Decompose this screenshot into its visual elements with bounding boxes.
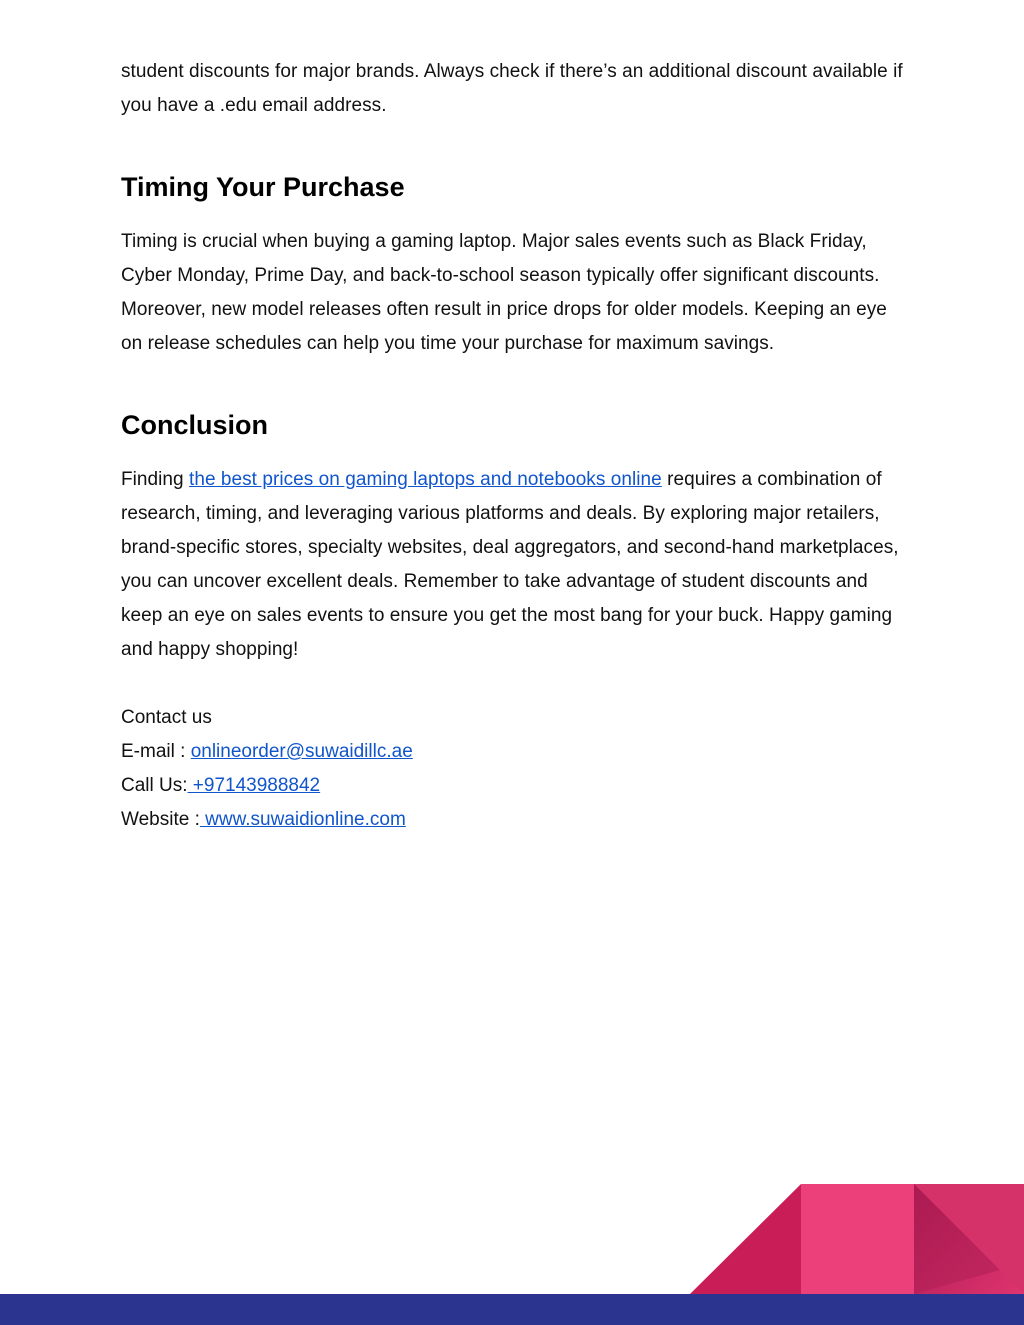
phone-line <box>121 769 911 803</box>
conclusion-paragraph <box>121 463 911 667</box>
timing-paragraph: Timing is crucial when buying a gaming laptop. Major sales events such as Black Friday, Cyber Monday, Prime Day, and back-to-school season typically offer significant discounts. Moreover, new model releases often result in price drops for older models. Keeping an eye on release schedules can help you time your purchase for maximum savings. <box>121 231 887 354</box>
best-prices-link[interactable]: the best prices on gaming laptops and notebooks online <box>189 469 662 490</box>
conclusion-heading: Conclusion <box>121 410 268 440</box>
email-label: E-mail : <box>121 741 191 762</box>
conclusion-lead: Finding <box>121 469 189 490</box>
website-label: Website : <box>121 809 200 830</box>
website-link[interactable]: www.suwaidionline.com <box>199 809 406 830</box>
contact-title: Contact us <box>121 707 212 728</box>
page-content <box>121 55 911 837</box>
phone-link[interactable]: +97143988842 <box>187 775 321 796</box>
corner-triangle-shape <box>690 1184 801 1294</box>
corner-decoration <box>690 1184 1024 1294</box>
website-line <box>121 803 911 837</box>
intro-paragraph: student discounts for major brands. Always check if there’s an additional discount available if you have a .edu email address. <box>121 61 903 116</box>
footer-bar <box>0 1294 1024 1325</box>
timing-heading: Timing Your Purchase <box>121 172 405 202</box>
corner-pink-block <box>801 1184 914 1294</box>
email-line <box>121 735 911 769</box>
phone-label: Call Us: <box>121 775 188 796</box>
conclusion-rest: requires a combination of research, timing, and leveraging various platforms and deals. By exploring major retailers, brand-specific stores, specialty websites, deal aggregators, and second-hand marketplaces, you can uncover excellent deals. Remember to take advantage of student discounts and keep an eye on sales events to ensure you get the most bang for your buck. Happy gaming and happy shopping! <box>121 469 899 660</box>
contact-block <box>121 701 911 837</box>
email-link[interactable]: onlineorder@suwaidillc.ae <box>190 741 413 762</box>
